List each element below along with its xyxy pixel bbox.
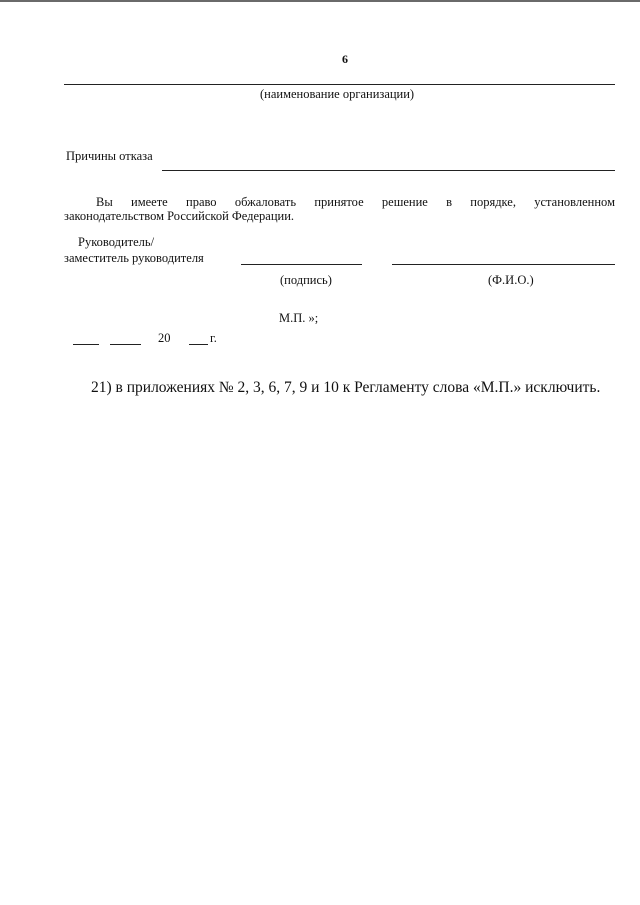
organization-caption: (наименование организации) bbox=[260, 87, 415, 101]
date-day-blank bbox=[73, 344, 99, 345]
deputy-title: заместитель руководителя bbox=[64, 251, 204, 265]
full-name-caption: (Ф.И.О.) bbox=[488, 273, 534, 287]
page-number: 6 bbox=[342, 52, 348, 66]
appeal-word: установленном bbox=[534, 195, 615, 209]
refusal-reasons-line bbox=[162, 170, 615, 171]
amendment-paragraph: 21) в приложениях № 2, 3, 6, 7, 9 и 10 к Регламенту слова «М.П.» исключить. bbox=[91, 379, 601, 396]
date-year-prefix: 20 bbox=[158, 331, 171, 345]
full-name-line bbox=[392, 264, 615, 265]
appeal-word: решение bbox=[381, 195, 428, 209]
appeal-word: принятое bbox=[314, 195, 364, 209]
date-month-blank bbox=[110, 344, 141, 345]
signature-line bbox=[241, 264, 362, 265]
page-top-edge bbox=[0, 0, 640, 2]
date-year-blank bbox=[189, 344, 208, 345]
refusal-reasons-label: Причины отказа bbox=[66, 149, 153, 163]
appeal-word: в bbox=[446, 195, 452, 209]
appeal-word: порядке, bbox=[470, 195, 516, 209]
appeal-word: обжаловать bbox=[234, 195, 297, 209]
head-title: Руководитель/ bbox=[78, 235, 155, 249]
signature-caption: (подпись) bbox=[280, 273, 332, 287]
appeal-notice-line-2: законодательством Российской Федерации. bbox=[64, 209, 295, 223]
appeal-notice-line-1 bbox=[96, 195, 615, 210]
appeal-word: имеете bbox=[131, 195, 168, 209]
date-year-suffix: г. bbox=[210, 331, 217, 345]
appeal-word: право bbox=[186, 195, 217, 209]
appeal-word: Вы bbox=[96, 195, 113, 209]
organization-name-line bbox=[64, 84, 615, 85]
stamp-label: М.П. »; bbox=[279, 311, 319, 325]
